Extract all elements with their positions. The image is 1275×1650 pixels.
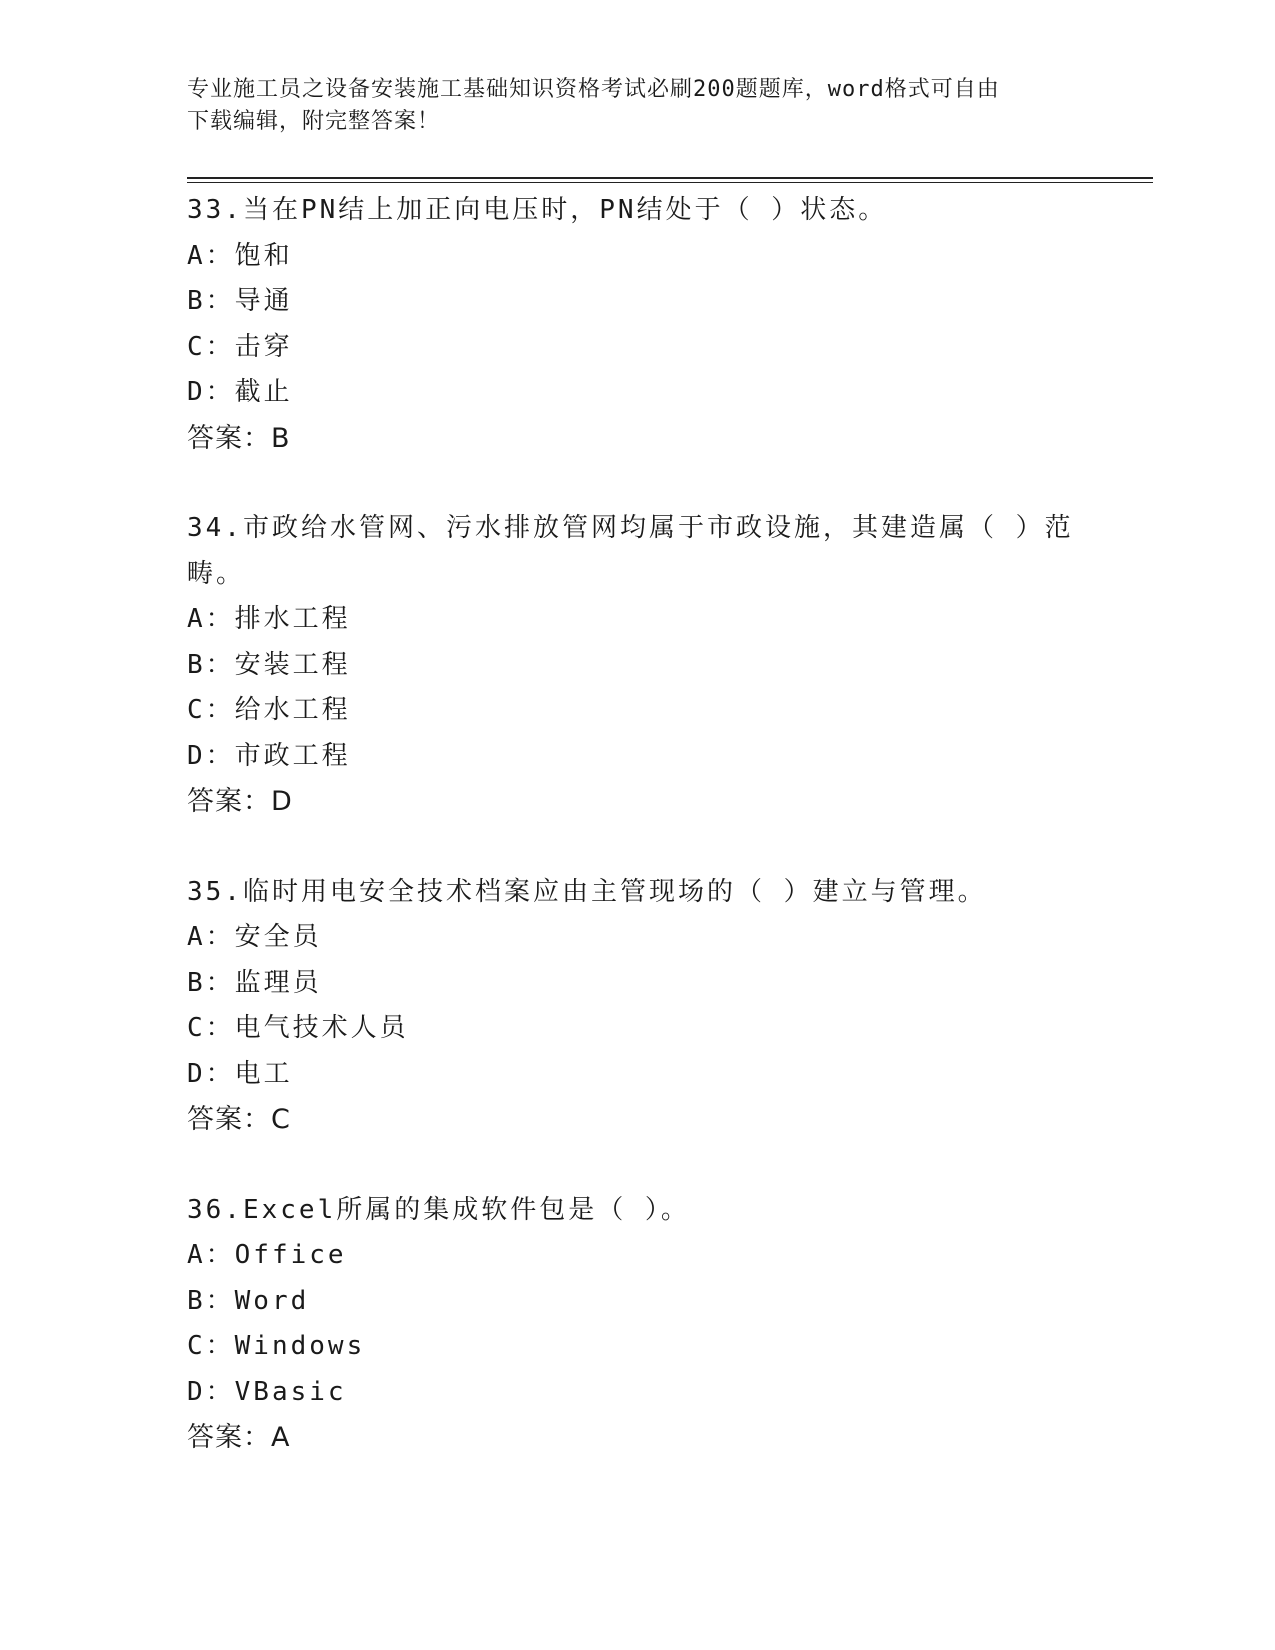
header-line-1: 专业施工员之设备安装施工基础知识资格考试必刷200题题库，word格式可自由 (187, 77, 1000, 102)
option-c: C：Windows (187, 1331, 366, 1361)
option-a: A：Office (187, 1240, 347, 1270)
answer-line: 答案：C (187, 1104, 291, 1135)
option-d: D：电工 (187, 1058, 293, 1089)
question-stem: 36.Excel所属的集成软件包是（ ）。 (187, 1194, 690, 1225)
question-35 (187, 870, 1087, 1143)
answer-line: 答案：B (187, 422, 291, 454)
option-a: A：安全员 (187, 922, 322, 952)
question-stem: 33.当在PN结上加正向电压时，PN结处于（ ）状态。 (187, 195, 888, 225)
question-stem-line-1: 34.市政给水管网、污水排放管网均属于市政设施，其建造属（ ）范 (187, 513, 1074, 543)
option-c: C：电气技术人员 (187, 1013, 409, 1043)
option-c: C：给水工程 (187, 695, 351, 725)
header-divider-thick (187, 177, 1153, 179)
option-a: A：排水工程 (187, 604, 351, 634)
option-b: B：导通 (187, 286, 293, 316)
question-stem-line-2: 畴。 (187, 558, 246, 589)
question-stem: 35.临时用电安全技术档案应由主管现场的（ ）建立与管理。 (187, 876, 987, 907)
option-d: D：VBasic (187, 1376, 347, 1407)
option-b: B：监理员 (187, 967, 322, 998)
option-a: A：饱和 (187, 240, 293, 271)
option-b: B：Word (187, 1285, 310, 1316)
option-b: B：安装工程 (187, 649, 351, 680)
question-36 (187, 1188, 1087, 1461)
answer-line: 答案：D (187, 786, 293, 817)
header-divider-thin (187, 182, 1153, 183)
question-34 (187, 506, 1087, 825)
option-d: D：市政工程 (187, 740, 351, 771)
question-list (187, 188, 1087, 1506)
option-d: D：截止 (187, 377, 293, 407)
header-line-2: 下载编辑，附完整答案！ (187, 109, 441, 134)
document-header (187, 74, 1077, 138)
question-33 (187, 188, 1087, 461)
answer-line: 答案：A (187, 1422, 291, 1453)
option-c: C：击穿 (187, 331, 293, 362)
